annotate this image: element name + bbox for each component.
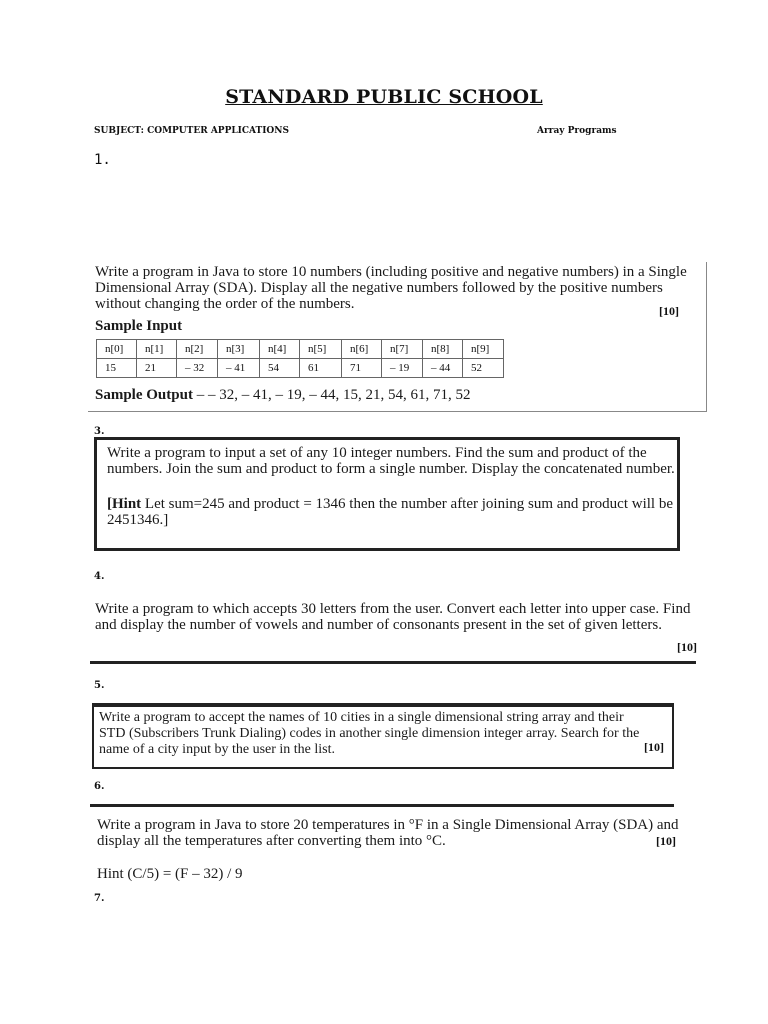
table-value-cell: 61	[300, 359, 342, 378]
table-value-cell: – 32	[177, 359, 218, 378]
sample-input-table	[96, 339, 504, 378]
question-3-hint-label: [Hint	[107, 496, 142, 512]
question-1-number: 1.	[94, 152, 111, 168]
question-4-text: Write a program to which accepts 30 letters from the user. Convert each letter into upper case. Find and display the number of vowels and number of consonants present in the set of given letters.	[95, 601, 691, 633]
question-7-number: 7.	[94, 893, 105, 904]
table-value-cell: 52	[463, 359, 504, 378]
table-value-row	[97, 359, 504, 378]
subject-label: SUBJECT: COMPUTER APPLICATIONS	[94, 126, 290, 136]
table-value-cell: – 19	[382, 359, 423, 378]
table-header-cell: n[4]	[260, 340, 300, 359]
table-value-cell: – 41	[218, 359, 260, 378]
table-header-cell: n[3]	[218, 340, 260, 359]
table-value-cell: 21	[137, 359, 177, 378]
table-header-cell: n[1]	[137, 340, 177, 359]
question-5-marks: [10]	[644, 740, 664, 754]
table-header-cell: n[2]	[177, 340, 218, 359]
question-5-number: 5.	[94, 680, 105, 691]
table-value-cell: 54	[260, 359, 300, 378]
sample-output-label: Sample Output	[95, 387, 193, 403]
question-5-text: Write a program to accept the names of 10 cities in a single dimensional string array and their STD (Subscribers Trunk Dialing) codes in another single dimension integer array. Search for the name of a city input by the user in the list.	[99, 710, 640, 757]
table-value-cell: 15	[97, 359, 137, 378]
question-4-number: 4.	[94, 571, 105, 582]
question-6-marks: [10]	[656, 834, 676, 848]
question-1-marks: [10]	[659, 304, 679, 318]
table-header-cell: n[7]	[382, 340, 423, 359]
school-title: STANDARD PUBLIC SCHOOL	[225, 86, 543, 108]
question-3-text: Write a program to input a set of any 10 integer numbers. Find the sum and product of the numbers. Join the sum and product to form a single number. Display the concatenated number.	[107, 445, 675, 477]
question-3-hint	[107, 496, 689, 528]
question-4-marks: [10]	[677, 640, 697, 654]
question-6-number: 6.	[94, 781, 105, 792]
sample-input-label: Sample Input	[95, 318, 183, 334]
table-value-cell: 71	[342, 359, 382, 378]
table-header-row	[97, 340, 504, 359]
table-value-cell: – 44	[423, 359, 463, 378]
question-3-hint-text: Let sum=245 and product = 1346 then the number after joining sum and product will be 2451346.]	[107, 496, 673, 528]
table-header-cell: n[0]	[97, 340, 137, 359]
sample-output-values: – 32, – 41, – 19, – 44, 15, 21, 54, 61, 71, 52	[207, 387, 471, 403]
table-header-cell: n[6]	[342, 340, 382, 359]
question-6-text: Write a program in Java to store 20 temperatures in °F in a Single Dimensional Array (SDA) and display all the temperatures after converting them into °C.	[97, 817, 679, 849]
question-3-number: 3.	[94, 426, 105, 437]
table-header-cell: n[9]	[463, 340, 504, 359]
question-6-hint: Hint (C/5) = (F – 32) / 9	[97, 866, 243, 882]
topic-label: Array Programs	[537, 126, 617, 136]
table-header-cell: n[5]	[300, 340, 342, 359]
question-1-text: Write a program in Java to store 10 numbers (including positive and negative numbers) in a Single Dimensional Array (SDA). Display all the negative numbers followed by the positive numbers without changing the order of the numbers.	[95, 264, 687, 312]
sample-output: Sample Output – – 32, – 41, – 19, – 44, 15, 21, 54, 61, 71, 52	[95, 387, 471, 403]
table-header-cell: n[8]	[423, 340, 463, 359]
